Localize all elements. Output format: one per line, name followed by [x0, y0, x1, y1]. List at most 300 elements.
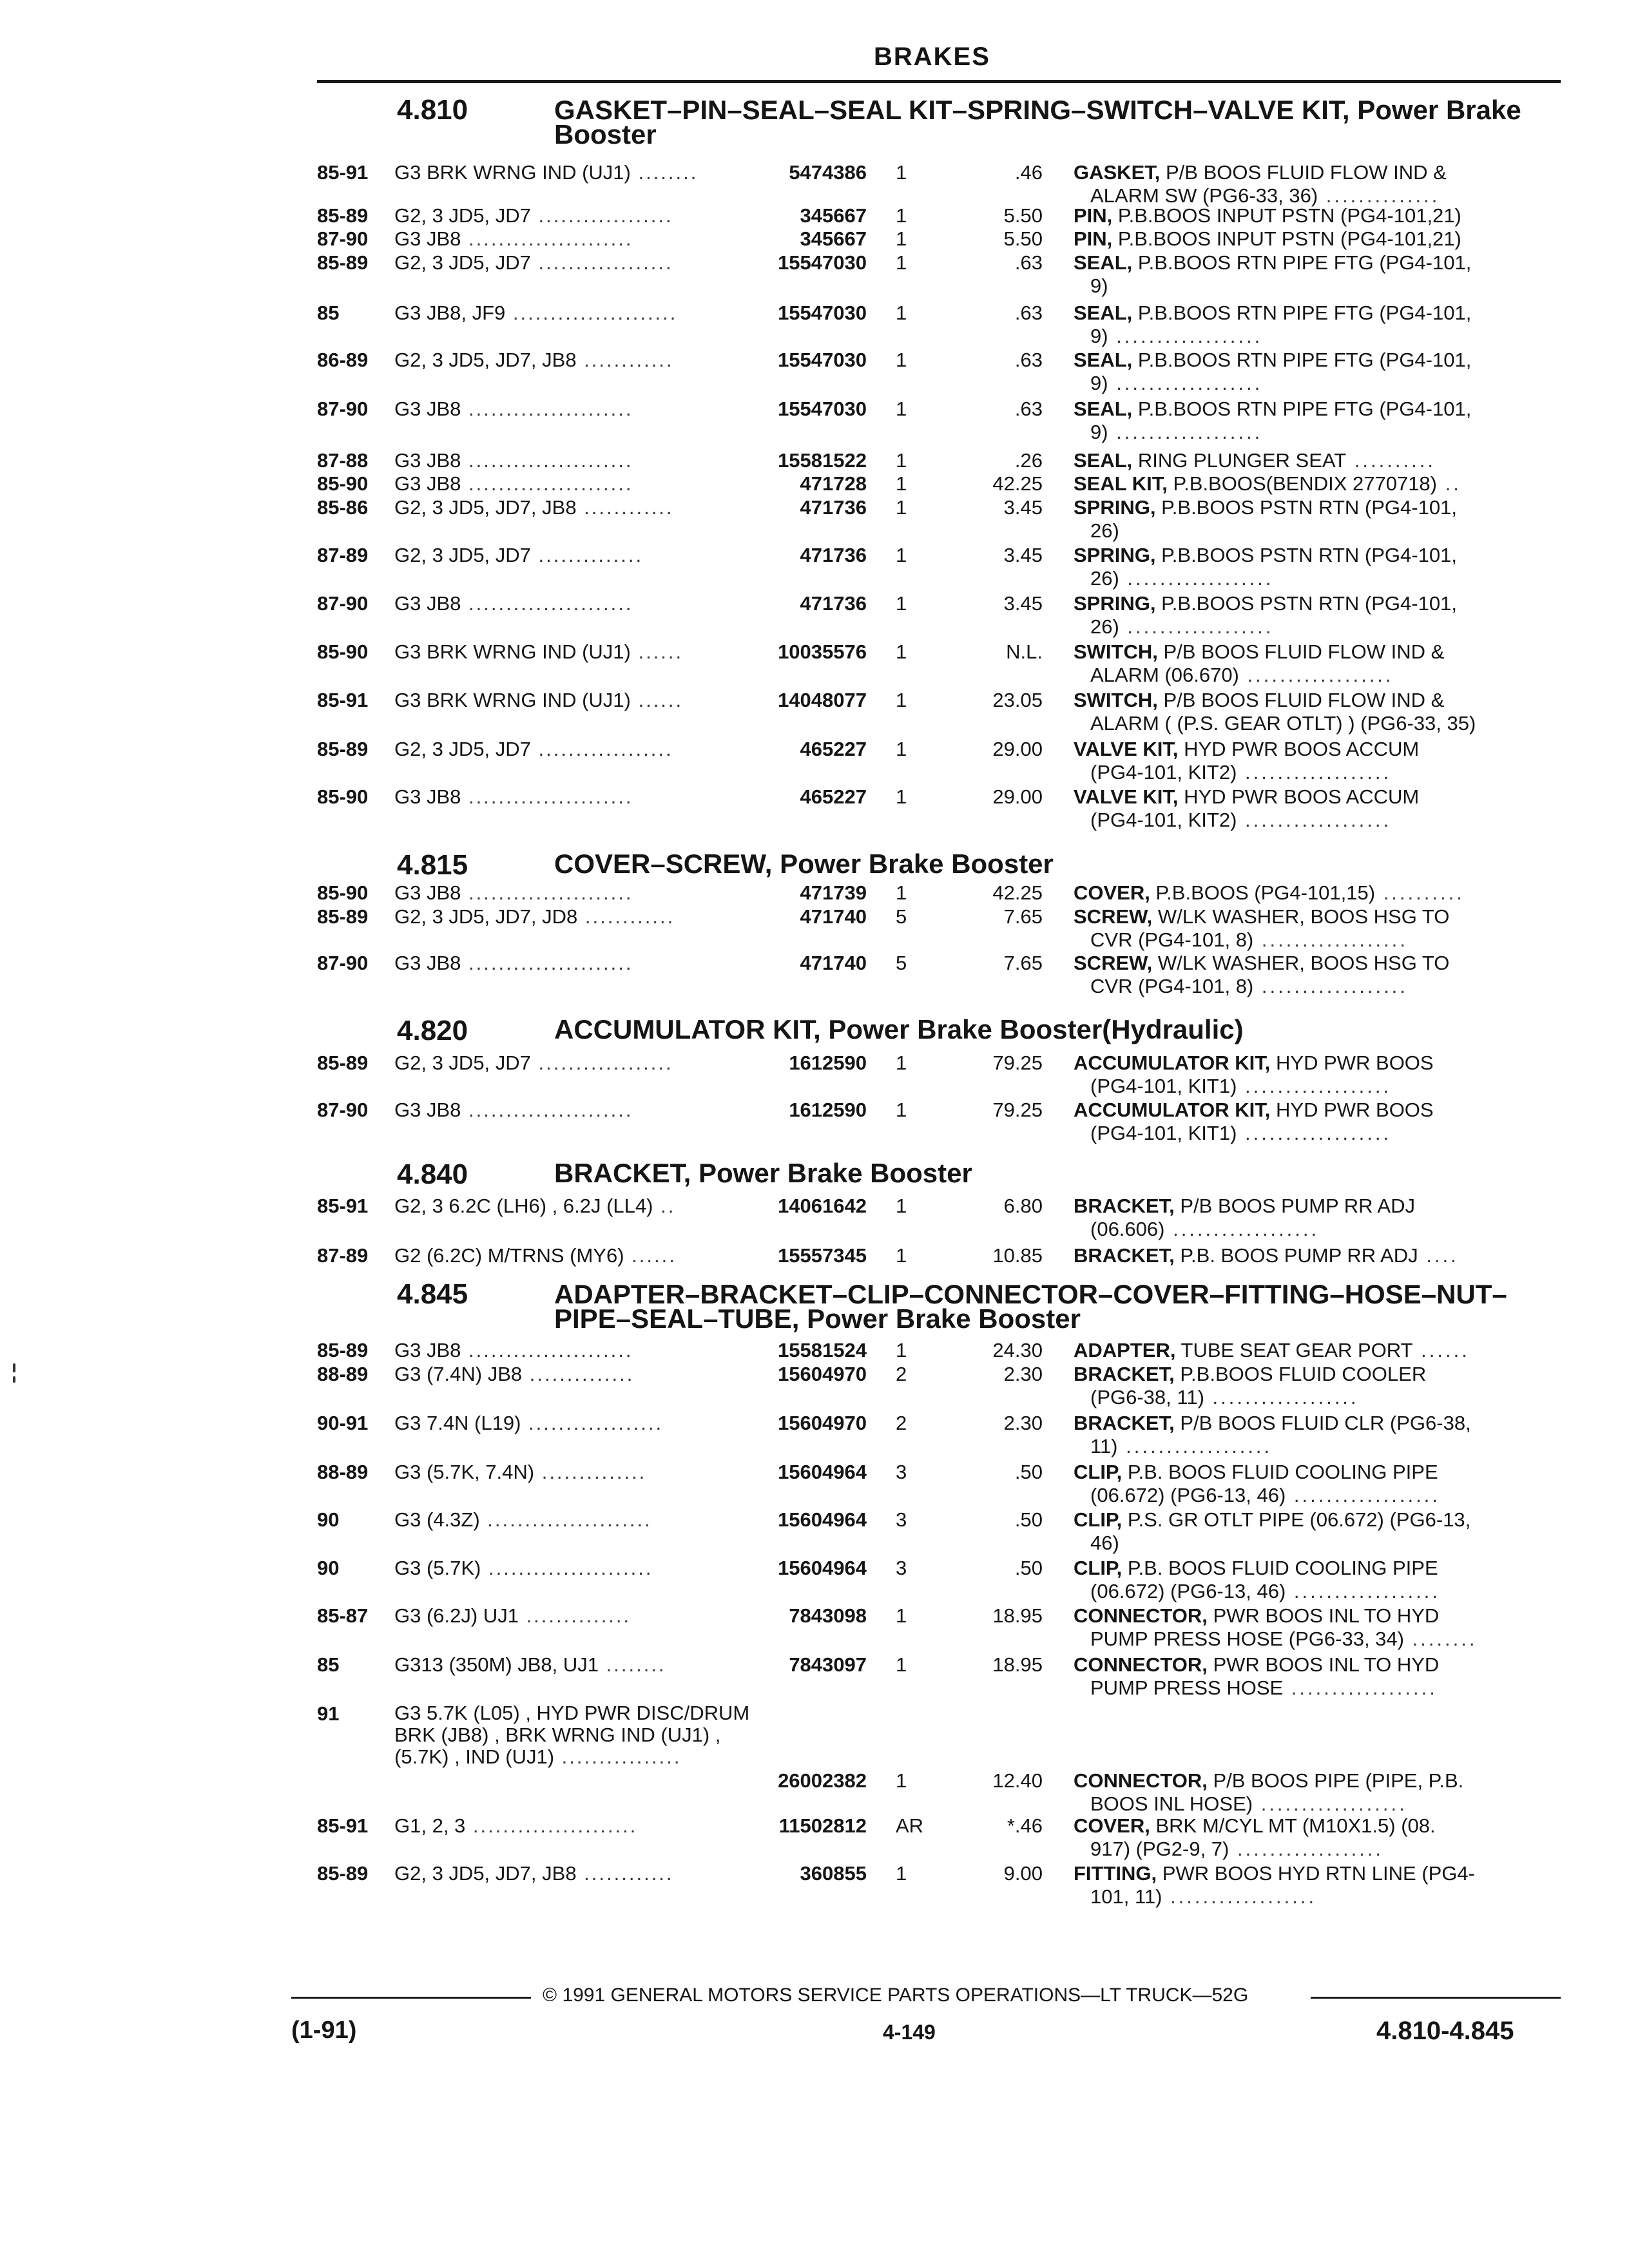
section-number: 4.815 [397, 849, 468, 881]
model-years: 85-89 [317, 1052, 369, 1074]
leader-dots: ...................... [461, 1339, 633, 1361]
part-description [1074, 1557, 1537, 1603]
model-application-text: G2, 3 JD5, JD7, JB8 [394, 496, 577, 519]
part-row [0, 1604, 1629, 1656]
part-name: SEAL KIT, [1074, 472, 1168, 495]
model-application [394, 1412, 742, 1435]
part-name: BRACKET, [1074, 1363, 1175, 1385]
part-description [1074, 738, 1537, 784]
description-continuation [1074, 1885, 1541, 1908]
description-continuation [1074, 1075, 1541, 1098]
model-application-text: G2, 3 JD5, JD7 [394, 1052, 531, 1074]
footer-rule-right [1311, 1997, 1561, 1999]
model-application-text: G3 (5.7K) [394, 1557, 481, 1579]
leader-dots: .................. [1237, 1122, 1392, 1144]
leader-dots: ...................... [461, 472, 633, 495]
part-name: GASKET, [1074, 161, 1161, 184]
price: 29.00 [992, 738, 1043, 760]
description-line: 101, 11) [1090, 1885, 1162, 1908]
quantity: 3 [896, 1461, 907, 1483]
description-line: HYD PWR BOOS [1276, 1052, 1434, 1074]
part-name: CONNECTOR, [1074, 1653, 1208, 1676]
part-number: 15581524 [778, 1339, 867, 1361]
part-name: PIN, [1074, 204, 1113, 227]
part-row [0, 785, 1629, 837]
part-description [1074, 785, 1537, 832]
part-number: 471736 [800, 592, 867, 615]
part-name: CLIP, [1074, 1508, 1123, 1531]
part-row [0, 1653, 1629, 1705]
description-line: PWR BOOS INL TO HYD [1213, 1653, 1440, 1676]
model-years: 85-87 [317, 1604, 369, 1627]
quantity: 1 [896, 1099, 907, 1121]
price: 5.50 [1003, 227, 1043, 250]
description-line: (06.672) (PG6-13, 46) [1090, 1580, 1286, 1602]
leader-dots: .............. [522, 1363, 635, 1385]
scan-mark [13, 1376, 15, 1383]
description-continuation [1074, 325, 1541, 348]
part-number: 14061642 [778, 1195, 867, 1217]
part-name: CLIP, [1074, 1557, 1123, 1579]
part-description [1074, 449, 1537, 472]
leader-dots: ...... [624, 1244, 677, 1267]
part-description [1074, 952, 1537, 998]
part-description [1074, 1099, 1537, 1145]
description-line: HYD PWR BOOS ACCUM [1184, 738, 1420, 760]
model-application [394, 1814, 742, 1838]
price: .50 [1014, 1557, 1043, 1579]
description-line: W/LK WASHER, BOOS HSG TO [1157, 952, 1450, 974]
part-description [1074, 1195, 1537, 1241]
part-number: 15547030 [778, 349, 867, 371]
part-name: CONNECTOR, [1074, 1769, 1208, 1792]
model-application-text: G313 (350M) JB8, UJ1 [394, 1653, 599, 1676]
model-application-text: G3 (6.2J) UJ1 [394, 1604, 519, 1627]
part-description [1074, 496, 1537, 543]
part-description [1074, 1814, 1537, 1861]
model-application-text: G3 7.4N (L19) [394, 1412, 521, 1434]
part-description [1074, 881, 1537, 905]
quantity: 2 [896, 1412, 907, 1434]
section-title: COVER–SCREW, Power Brake Booster [554, 849, 1054, 879]
part-number: 15604964 [778, 1557, 867, 1579]
description-continuation [1074, 519, 1541, 543]
model-application [394, 1604, 742, 1628]
part-number: 15547030 [778, 251, 867, 274]
part-number: 1612590 [789, 1099, 867, 1121]
model-application [394, 227, 742, 251]
part-description [1074, 161, 1537, 207]
leader-dots: ............ [576, 349, 674, 371]
description-line: 9) [1090, 421, 1108, 443]
quantity: 1 [896, 1244, 907, 1267]
description-line: P.B. BOOS PUMP RR ADJ [1180, 1244, 1418, 1267]
price: .63 [1014, 251, 1043, 274]
price: .50 [1014, 1508, 1043, 1531]
part-row [0, 1862, 1629, 1914]
part-row [0, 1052, 1629, 1103]
model-years: 86-89 [317, 349, 369, 371]
description-line: P.B.BOOS (PG4-101,15) [1155, 881, 1376, 904]
price: 23.05 [992, 689, 1043, 711]
model-application [394, 592, 742, 615]
model-application [394, 1557, 742, 1580]
model-application [394, 1862, 742, 1885]
part-row [0, 1461, 1629, 1512]
part-name: SPRING, [1074, 496, 1156, 519]
quantity: 1 [896, 738, 907, 760]
quantity: 1 [896, 1604, 907, 1627]
part-row [0, 496, 1629, 548]
model-application [394, 1244, 742, 1267]
description-line: P.B.BOOS RTN PIPE FTG (PG4-101, [1137, 349, 1472, 371]
model-application-text: G3 BRK WRNG IND (UJ1) [394, 640, 631, 663]
part-name: CLIP, [1074, 1461, 1123, 1483]
leader-dots: ................ [554, 1745, 682, 1768]
leader-dots: ...................... [461, 227, 633, 250]
price: .63 [1014, 302, 1043, 324]
part-name: SWITCH, [1074, 640, 1158, 663]
price: 79.25 [992, 1099, 1043, 1121]
description-continuation [1074, 1218, 1541, 1241]
price: 9.00 [1003, 1862, 1043, 1885]
model-application-text: G3 (5.7K, 7.4N) [394, 1461, 535, 1483]
part-number: 471736 [800, 544, 867, 566]
price: 7.65 [1003, 952, 1043, 974]
model-years: 87-89 [317, 1244, 369, 1267]
model-years: 85-90 [317, 640, 369, 663]
description-continuation [1074, 615, 1541, 639]
model-application [394, 204, 742, 227]
part-name: SEAL, [1074, 398, 1133, 420]
part-name: BRACKET, [1074, 1244, 1175, 1267]
part-row [0, 1244, 1629, 1296]
part-number: 11502812 [778, 1814, 867, 1837]
model-years: 91 [317, 1702, 340, 1725]
model-application [394, 472, 742, 495]
leader-dots: ...................... [461, 449, 633, 472]
model-application [394, 1461, 742, 1484]
price: 79.25 [992, 1052, 1043, 1074]
description-line: P/B BOOS FLUID FLOW IND & [1163, 640, 1445, 663]
description-continuation [1074, 928, 1541, 952]
model-application [394, 785, 742, 809]
price: 5.50 [1003, 204, 1043, 227]
footer-rule-left [291, 1997, 531, 1999]
part-name: SCREW, [1074, 905, 1153, 928]
part-row [0, 592, 1629, 644]
description-continuation [1074, 1838, 1541, 1861]
leader-dots: .................. [1237, 761, 1392, 783]
description-line: (PG4-101, KIT2) [1090, 809, 1237, 831]
model-application-text: G3 JB8 [394, 952, 461, 974]
description-line: W/LK WASHER, BOOS HSG TO [1157, 905, 1450, 928]
part-description [1074, 302, 1537, 348]
price: .63 [1014, 349, 1043, 371]
part-row [0, 1814, 1629, 1866]
price: 3.45 [1003, 496, 1043, 519]
quantity: 1 [896, 496, 907, 519]
leader-dots: .................. [1253, 928, 1408, 951]
model-application-text: G3 JB8 [394, 785, 461, 808]
model-years: 85-89 [317, 204, 369, 227]
model-application-text: G2, 3 6.2C (LH6) , 6.2J (LL4) [394, 1195, 653, 1217]
price: 2.30 [1003, 1363, 1043, 1385]
description-continuation [1074, 1435, 1541, 1458]
part-name: SEAL, [1074, 302, 1133, 324]
part-description [1074, 1052, 1537, 1098]
description-continuation [1074, 761, 1541, 784]
model-application [394, 738, 742, 761]
leader-dots: ...................... [461, 1099, 633, 1121]
leader-dots: ...................... [465, 1814, 638, 1837]
model-years: 85 [317, 1653, 340, 1676]
description-line: 26) [1090, 519, 1119, 542]
price: 42.25 [992, 472, 1043, 495]
model-application [394, 881, 742, 905]
part-row [0, 302, 1629, 353]
quantity: 5 [896, 952, 907, 974]
leader-dots: .................. [1253, 975, 1408, 997]
quantity: AR [896, 1814, 924, 1837]
description-line: P/B BOOS PUMP RR ADJ [1180, 1195, 1415, 1217]
part-name: COVER, [1074, 881, 1150, 904]
description-line: 26) [1090, 567, 1119, 590]
leader-dots: .................. [521, 1412, 664, 1434]
leader-dots: .................. [1108, 421, 1263, 443]
leader-dots: .............. [530, 544, 644, 566]
leader-dots: .................. [1162, 1885, 1317, 1908]
part-number: 15604964 [778, 1508, 867, 1531]
quantity: 1 [896, 349, 907, 371]
part-name: SEAL, [1074, 349, 1133, 371]
model-years: 85-89 [317, 251, 369, 274]
part-description [1074, 1508, 1537, 1555]
part-name: COVER, [1074, 1814, 1150, 1837]
model-application-text: G3 JB8 [394, 1099, 461, 1121]
section-number: 4.820 [397, 1015, 468, 1046]
part-row [0, 1099, 1629, 1150]
description-line: CVR (PG4-101, 8) [1090, 975, 1254, 997]
part-row [0, 349, 1629, 400]
model-application [394, 1363, 742, 1386]
description-line: P.B.BOOS RTN PIPE FTG (PG4-101, [1137, 302, 1472, 324]
leader-dots: ........ [630, 161, 699, 184]
part-row [0, 1557, 1629, 1608]
part-number: 471740 [800, 905, 867, 928]
description-line: 46) [1090, 1532, 1119, 1554]
part-number: 26002382 [778, 1769, 867, 1792]
description-continuation [1074, 1580, 1541, 1603]
part-row [0, 905, 1629, 957]
model-years: 85-89 [317, 1339, 369, 1361]
description-line: P.B.BOOS(BENDIX 2770718) [1173, 472, 1437, 495]
leader-dots: .................. [1283, 1677, 1438, 1699]
description-continuation [1074, 1677, 1541, 1700]
part-name: ACCUMULATOR KIT, [1074, 1099, 1271, 1121]
part-row [0, 952, 1629, 1003]
quantity: 1 [896, 1769, 907, 1792]
model-application [394, 1702, 755, 1768]
model-application-text: G3 (7.4N) JB8 [394, 1363, 523, 1385]
footer-copyright: © 1991 GENERAL MOTORS SERVICE PARTS OPERATIONS—LT TRUCK—52G [543, 1984, 1249, 2006]
part-name: BRACKET, [1074, 1412, 1175, 1434]
part-name: VALVE KIT, [1074, 738, 1179, 760]
leader-dots: ...... [630, 640, 684, 663]
model-years: 88-89 [317, 1363, 369, 1385]
leader-dots: ...................... [461, 398, 633, 420]
part-description [1074, 204, 1537, 227]
model-years: 87-90 [317, 398, 369, 420]
model-years: 85-90 [317, 881, 369, 904]
model-years: 87-90 [317, 952, 369, 974]
model-application-text: G3 JB8 [394, 472, 461, 495]
model-application [394, 496, 742, 519]
description-continuation [1074, 567, 1541, 590]
model-years: 85-91 [317, 1814, 369, 1837]
part-number: 15604970 [778, 1412, 867, 1434]
description-line: (PG4-101, KIT1) [1090, 1075, 1237, 1097]
model-application [394, 689, 742, 712]
leader-dots: .................. [1119, 615, 1274, 638]
model-application-text: G3 (4.3Z) [394, 1508, 480, 1531]
section-title: BRACKET, Power Brake Booster [554, 1158, 972, 1188]
leader-dots: ...... [630, 689, 684, 711]
model-application [394, 1508, 742, 1532]
description-line: PWR BOOS HYD RTN LINE (PG4- [1162, 1862, 1475, 1885]
part-name: SWITCH, [1074, 689, 1158, 711]
quantity: 1 [896, 1339, 907, 1361]
part-description [1074, 640, 1537, 687]
part-description [1074, 227, 1537, 251]
price: 7.65 [1003, 905, 1043, 928]
description-continuation [1074, 1792, 1541, 1816]
quantity: 1 [896, 161, 907, 184]
model-application-text: G3 5.7K (L05) , HYD PWR DISC/DRUM BRK (JB8) , BRK WRNG IND (UJ1) , (5.7K) , IND (UJ1) [394, 1702, 750, 1768]
section-title: ACCUMULATOR KIT, Power Brake Booster(Hydraulic) [554, 1014, 1244, 1044]
part-name: BRACKET, [1074, 1195, 1175, 1217]
model-application-text: G3 JB8 [394, 398, 461, 420]
leader-dots: ...................... [461, 592, 633, 615]
model-years: 85-91 [317, 689, 369, 711]
part-number: 471728 [800, 472, 867, 495]
footer-section-range: 4.810-4.845 [1376, 2017, 1514, 2045]
part-name: ADAPTER, [1074, 1339, 1176, 1361]
description-line: HYD PWR BOOS ACCUM [1184, 785, 1420, 808]
model-years: 87-90 [317, 592, 369, 615]
model-years: 85-91 [317, 161, 369, 184]
model-years: 87-88 [317, 449, 369, 472]
description-line: 9) [1090, 372, 1108, 394]
quantity: 1 [896, 1195, 907, 1217]
price: 2.30 [1003, 1412, 1043, 1434]
description-line: P.B.BOOS PSTN RTN (PG4-101, [1161, 496, 1457, 519]
part-number: 5474386 [789, 161, 867, 184]
part-number: 15604970 [778, 1363, 867, 1385]
scan-mark [13, 1363, 15, 1372]
description-line: TUBE SEAT GEAR PORT [1181, 1339, 1413, 1361]
footer-date: (1-91) [291, 2017, 357, 2044]
model-application-text: G3 JB8 [394, 227, 461, 250]
price: *.46 [1007, 1814, 1043, 1837]
part-name: CONNECTOR, [1074, 1604, 1208, 1627]
model-application-text: G2, 3 JD5, JD7, JB8 [394, 1862, 577, 1885]
model-application-text: G1, 2, 3 [394, 1814, 466, 1837]
part-description [1074, 592, 1537, 639]
model-years: 85 [317, 302, 340, 324]
part-description [1074, 1461, 1537, 1507]
part-number: 471736 [800, 496, 867, 519]
model-years: 90 [317, 1508, 340, 1531]
part-description [1074, 689, 1537, 735]
leader-dots: ...................... [461, 881, 633, 904]
part-row [0, 1508, 1629, 1560]
leader-dots: .................. [1239, 664, 1394, 686]
leader-dots: .................. [1108, 372, 1263, 394]
leader-dots: .................. [530, 204, 673, 227]
quantity: 1 [896, 204, 907, 227]
part-name: SPRING, [1074, 592, 1156, 615]
quantity: 1 [896, 785, 907, 808]
part-number: 14048077 [778, 689, 867, 711]
model-application-text: G3 JB8, JF9 [394, 302, 506, 324]
description-line: BRK M/CYL MT (M10X1.5) (08. [1155, 1814, 1436, 1837]
description-continuation [1074, 1532, 1541, 1555]
leader-dots: ........ [599, 1653, 666, 1676]
description-continuation [1074, 1122, 1541, 1145]
leader-dots: .......... [1346, 449, 1436, 472]
model-years: 87-90 [317, 227, 369, 250]
part-description [1074, 1244, 1537, 1267]
leader-dots: .................. [530, 251, 673, 274]
part-row [0, 1702, 1629, 1815]
quantity: 3 [896, 1557, 907, 1579]
quantity: 1 [896, 1052, 907, 1074]
part-number: 465227 [800, 738, 867, 760]
part-row [0, 1412, 1629, 1463]
part-name: SEAL, [1074, 251, 1133, 274]
model-years: 90 [317, 1557, 340, 1579]
model-years: 85-86 [317, 496, 369, 519]
description-line: P.B.BOOS PSTN RTN (PG4-101, [1161, 592, 1457, 615]
part-name: FITTING, [1074, 1862, 1157, 1885]
model-years: 87-89 [317, 544, 369, 566]
description-line: P.B.BOOS RTN PIPE FTG (PG4-101, [1137, 251, 1472, 274]
model-application [394, 161, 742, 184]
model-application-text: G2, 3 JD5, JD7 [394, 204, 531, 227]
quantity: 1 [896, 302, 907, 324]
leader-dots: ........ [1403, 1628, 1478, 1650]
leader-dots: ...................... [479, 1508, 652, 1531]
leader-dots: .. [1437, 472, 1461, 495]
description-line: 11) [1090, 1435, 1118, 1457]
quantity: 1 [896, 398, 907, 420]
model-years: 87-90 [317, 1099, 369, 1121]
price: 18.95 [992, 1653, 1043, 1676]
part-description [1074, 905, 1537, 952]
price: 12.40 [992, 1769, 1043, 1792]
model-application [394, 1099, 742, 1122]
part-name: SPRING, [1074, 544, 1156, 566]
part-description [1074, 1363, 1537, 1409]
price: N.L. [1006, 640, 1043, 663]
model-application-text: G2, 3 JD5, JD7, JB8 [394, 349, 577, 371]
part-description [1074, 472, 1537, 495]
leader-dots: .................. [530, 738, 673, 760]
price: 42.25 [992, 881, 1043, 904]
leader-dots: .................. [1119, 567, 1274, 590]
quantity: 1 [896, 592, 907, 615]
